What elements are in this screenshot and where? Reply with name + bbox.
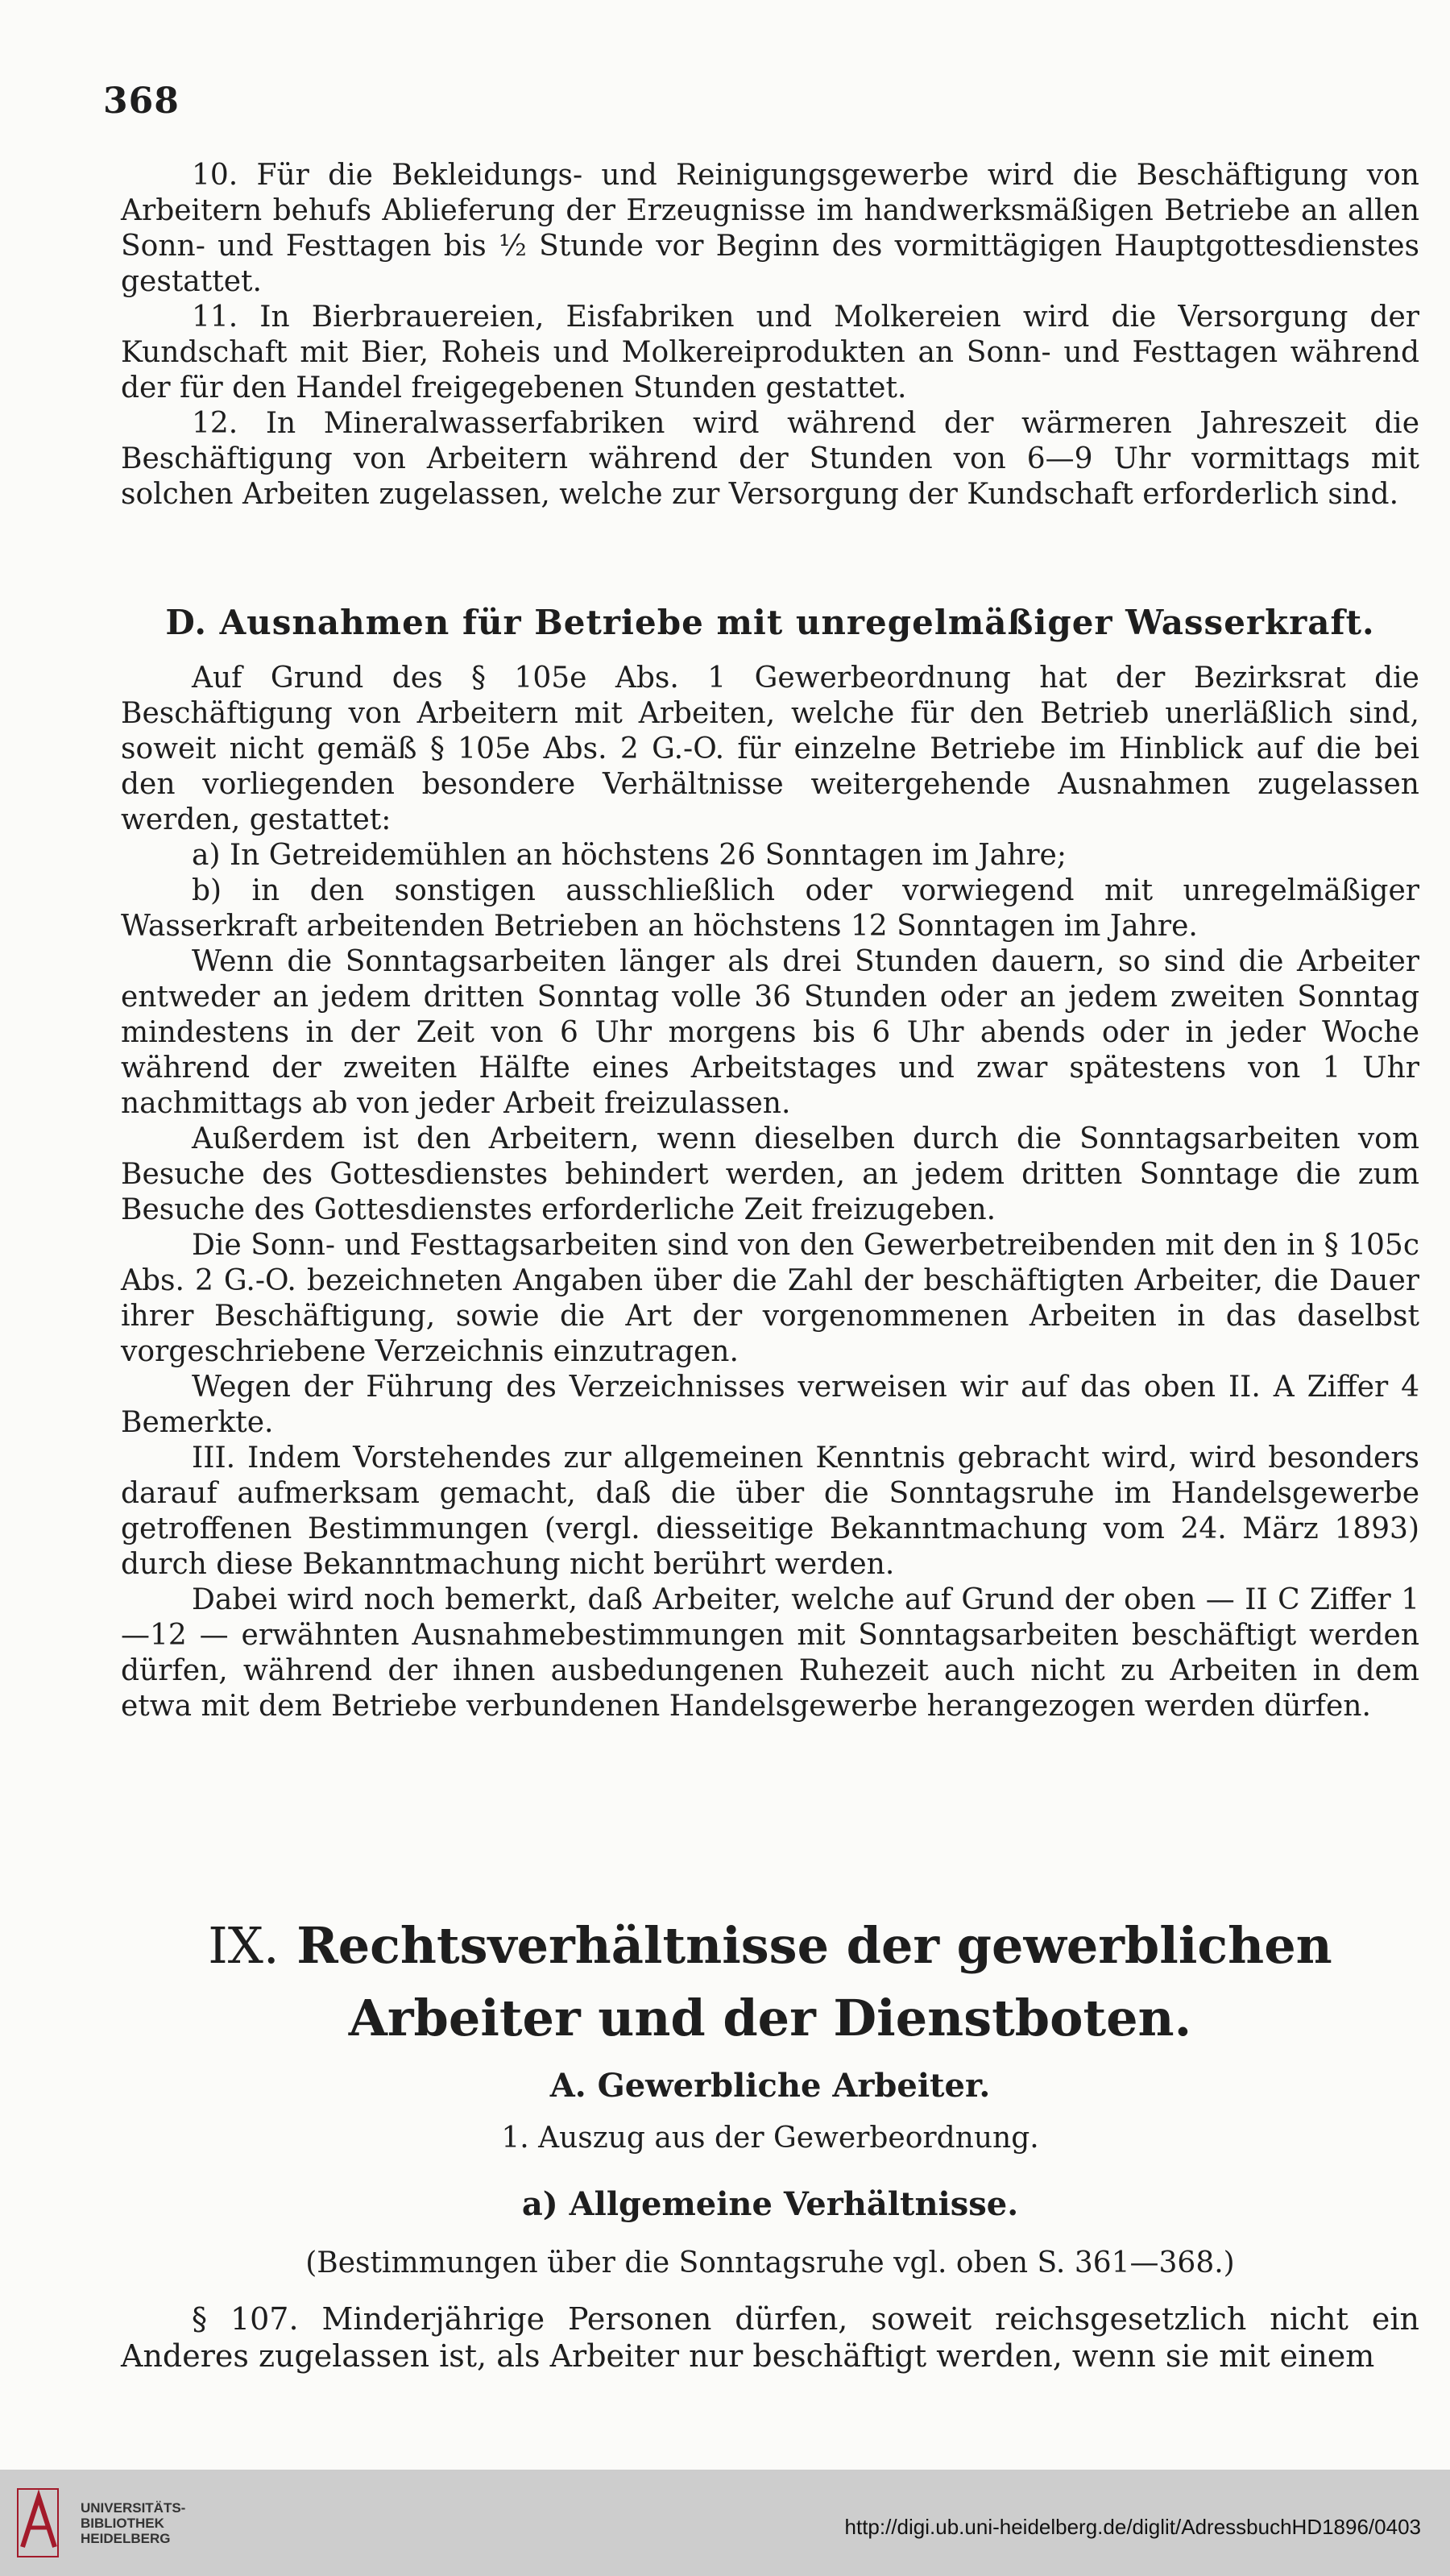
section-d-paragraph: Wenn die Sonntagsarbeiten länger als drei Stunden dauern, so sind die Arbeiter entweder an jedem dritten Sonntag volle 36 Stunden oder an jedem zweiten Sonntag mindestens in der Zeit von 6 Uhr morgens bis 6 Uhr abends oder in jeder Woche während der zweiten Hälfte eines Arbeitstages und zwar spätestens von 1 Uhr nachmittags ab von jeder Arbeit freizulassen. [121,945,1419,1120]
section-d-paragraph: Außerdem ist den Arbeitern, wenn dieselben durch die Sonntagsarbeiten vom Besuche des Gottesdienstes behindert werden, an jedem dritten Sonntage die zum Besuche des Gottesdienstes erforderliche Zeit freizugeben. [121,1122,1419,1226]
subheading-a-general: a) Allgemeine Verhältnisse. [521,2185,1019,2223]
paragraph-10: 10. Für die Bekleidungs- und Reinigungsgewerbe wird die Beschäftigung von Arbeitern behufs Ablieferung der Erzeugnisse im handwerksmäßigen Betriebe an allen Sonn- und Festtagen bis ½ Stunde vor Beginn des vormittägigen Hauptgottesdienstes gestattet. [121,159,1419,298]
library-name-line: UNIVERSITÄTS- [81,2500,186,2516]
section-d-paragraph: Die Sonn- und Festtagsarbeiten sind von den Gewerbetreibenden mit den in § 105c Abs. 2 G.-O. bezeichneten Angaben über die Zahl der beschäftigten Arbeiter, die Dauer ihrer Beschäftigung, sowie die Art der vorgenommenen Arbeiten in das daselbst vorgeschriebene Verzeichnis einzutragen. [121,1229,1419,1368]
section-iii-paragraph: III. Indem Vorstehendes zur allgemeinen Kenntnis gebracht wird, wird besonders darauf aufmerksam gemacht, daß die über die Sonntagsruhe im Handelsgewerbe getroffenen Bestimmungen (vergl. diesseitige Bekanntmachung vom 24. März 1893) durch diese Bekanntmachung nicht berührt werden. [121,1441,1419,1581]
source-url-link[interactable]: http://digi.ub.uni-heidelberg.de/diglit/AdressbuchHD1896/0403 [844,2515,1421,2539]
library-name [81,2500,185,2546]
chapter-number: IX. [208,1916,280,1975]
paragraph-107: § 107. Minderjährige Personen dürfen, soweit reichsgesetzlich nicht ein Anderes zugelassen ist, als Arbeiter nur beschäftigt werden, wenn sie mit einem [121,2301,1419,2374]
section-d-heading: D. Ausnahmen für Betriebe mit unregelmäßiger Wasserkraft. [165,603,1375,642]
chapter-heading [121,1910,1419,2055]
paragraph-11: 11. In Bierbrauereien, Eisfabriken und Molkereien wird die Versorgung der Kundschaft mit Bier, Roheis und Molkereiprodukten an Sonn- und Festtagen während der für den Handel freigegebenen Stunden gestattet. [121,301,1419,404]
section-d-body [121,661,1419,1724]
section-d-intro: Auf Grund des § 105e Abs. 1 Gewerbeordnung hat der Bezirksrat die Beschäftigung von Arbeitern mit Arbeiten, welche für den Betrieb unerläßlich sind, soweit nicht gemäß § 105e Abs. 2 G.-O. für einzelne Betriebe im Hinblick auf die bei den vorliegenden besondere Verhältnisse weitergehende Ausnahmen zugelassen werden, gestattet: [121,662,1419,836]
library-name-line: BIBLIOTHEK [81,2516,164,2531]
ub-heidelberg-logo-icon [14,2484,63,2561]
paragraph-107-block [121,2300,1419,2375]
sunday-rest-note: (Bestimmungen über die Sonntagsruhe vgl. oben S. 361—368.) [305,2246,1235,2279]
section-iii-paragraph: Dabei wird noch bemerkt, daß Arbeiter, welche auf Grund der oben — II C Ziffer 1—12 — erwähnten Ausnahmebestimmungen mit Sonntagsarbeiten beschäftigt werden dürfen, während der ihnen ausbedungenen Ruhezeit auch nicht zu Arbeiten in dem etwa mit dem Betriebe verbundenen Handelsgewerbe herangezogen werden dürfen. [121,1583,1419,1723]
footer-bar [0,2470,1450,2576]
paragraph-12: 12. In Mineralwasserfabriken wird während der wärmeren Jahreszeit die Beschäftigung von Arbeitern während der Stunden von 6—9 Uhr vormittags mit solchen Arbeiten zugelassen, welche zur Versorgung der Kundschaft erforderlich sind. [121,407,1419,511]
subheading-a: A. Gewerbliche Arbeiter. [549,2067,991,2105]
chapter-title: Rechtsverhältnisse der gewerblichen Arbeiter und der Dienstboten. [296,1916,1332,2047]
section-d-item-a: a) In Getreidemühlen an höchstens 26 Sonntagen im Jahre; [192,839,1067,872]
page-number: 368 [103,81,180,122]
section-d-item-b: b) in den sonstigen ausschließlich oder vorwiegend mit unregelmäßiger Wasserkraft arbeitenden Betrieben an höchstens 12 Sonntagen im Jahre. [121,874,1419,943]
section-d-paragraph: Wegen der Führung des Verzeichnisses verweisen wir auf das oben II. A Ziffer 4 Bemerkte. [121,1371,1419,1439]
library-name-line: HEIDELBERG [81,2531,171,2546]
subheading-1: 1. Auszug aus der Gewerbeordnung. [501,2122,1039,2155]
upper-paragraphs [121,158,1419,512]
